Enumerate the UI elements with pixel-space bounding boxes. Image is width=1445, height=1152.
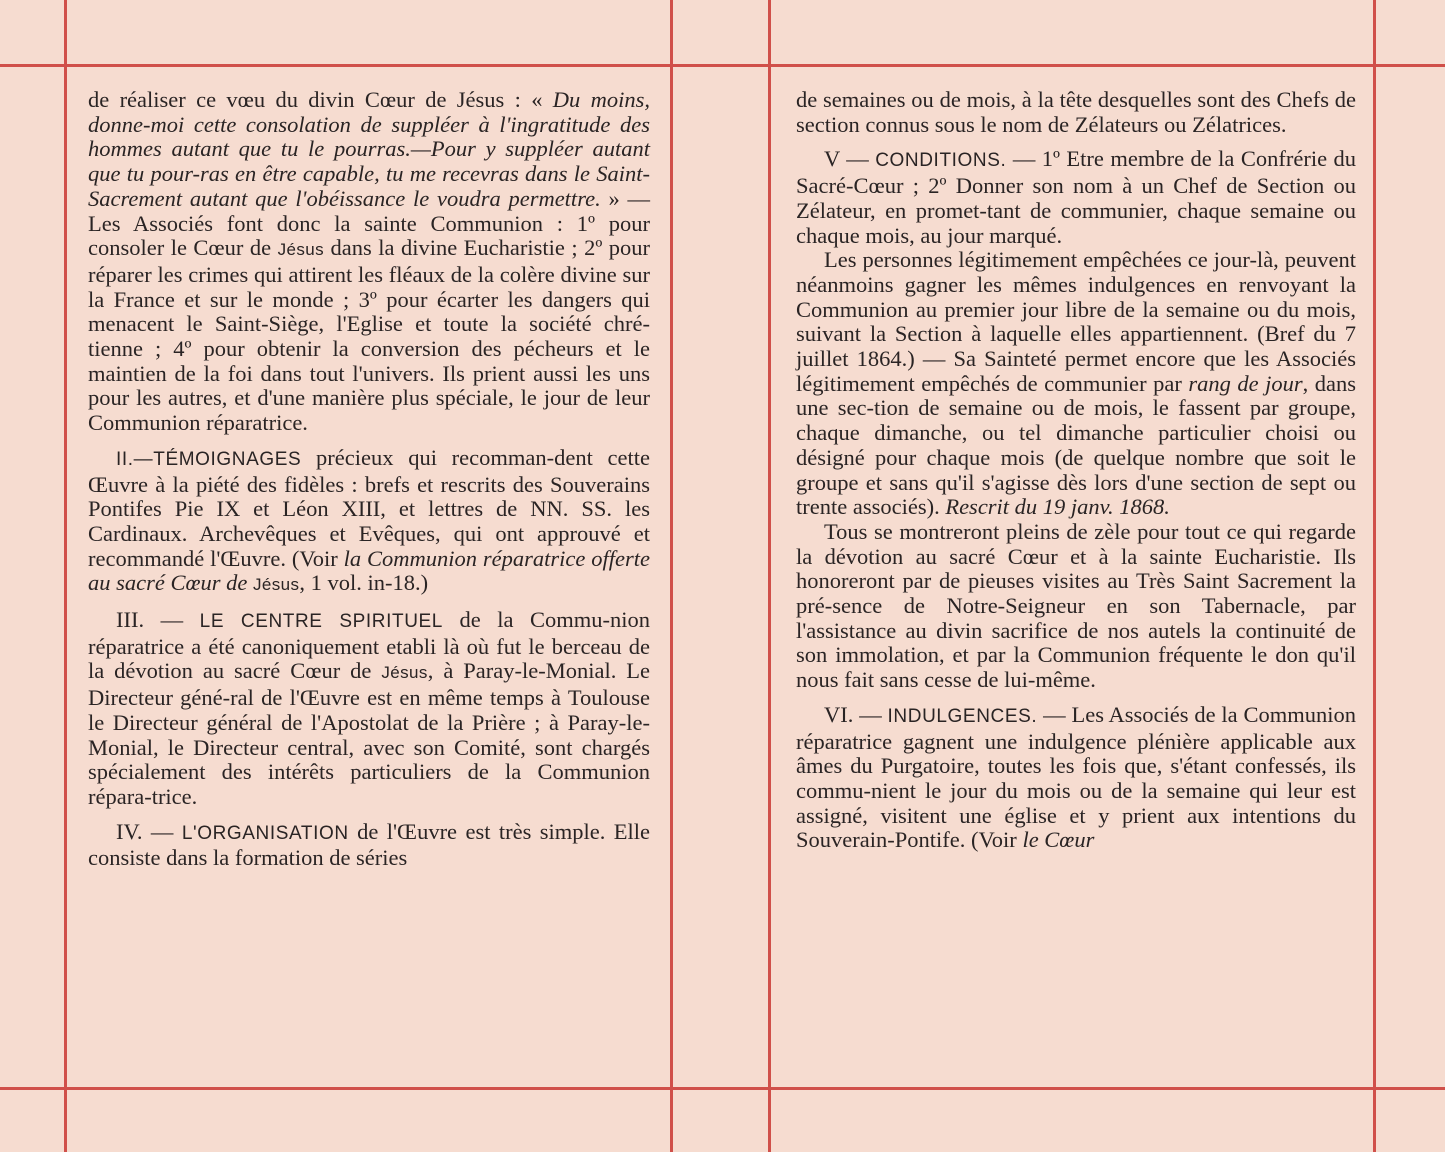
right-paragraph-indulgences: VI. — INDULGENCES. — Les Associés de la Communion réparatrice gagnent une indulgence plénière applicable aux âmes du Purgatoire, toutes les fois que, s'étant confessés, ils commu-nient le jour du mois ou de la semaine qui leur est assigné, visitent une église et y prient aux intentions du Souverain-Pontife. (Voir le Cœur: [796, 701, 1357, 853]
center-left-rule: [670, 0, 673, 1152]
right-paragraph-conditions: V — CONDITIONS. — 1º Etre membre de la Confrérie du Sacré-Cœur ; 2º Donner son nom à un Chef de Section ou Zélateur, en promet-tant de communier, chaque semaine ou chaque mois, au jour marqué.: [796, 146, 1356, 248]
left-column: [88, 88, 650, 1068]
left-paragraph-temoignages: II.—TÉMOIGNAGES précieux qui recomman-dent cette Œuvre à la piété des fidèles : brefs et rescrits des Souverains Pontifes Pie IX et Léon XIII, et lettres de NN. SS. les Cardinaux. Archevêques et Evêques, qui ont approuvé et recommandé l'Œuvre. (Voir la Communion réparatrice offerte au sacré Cœur de Jésus, 1 vol. in-18.): [88, 444, 651, 596]
centre-spirituel-heading: LE CENTRE SPIRITUEL: [199, 611, 443, 633]
temoignages-heading: II.—TÉMOIGNAGES: [116, 448, 302, 470]
indulgences-heading: INDULGENCES.: [887, 705, 1038, 727]
left-margin-rule: [64, 0, 67, 1152]
right-margin-rule: [1373, 0, 1376, 1152]
right-paragraph-continued: de semaines ou de mois, à la tête desquelles sont des Chefs de section connus sous le nom de Zélateurs ou Zélatrices.: [796, 87, 1356, 137]
left-paragraph-centre-spirituel: III. — LE CENTRE SPIRITUEL de la Commu-nion réparatrice a été canoniquement etabli là où fut le berceau de la dévotion au sacré Cœur de Jésus, à Paray-le-Monial. Le Directeur géné-ral de l'Œuvre est en même temps à Toulouse le Directeur général de l'Apostolat de la Prière ; à Paray-le-Monial, le Directeur central, avec son Comité, sont chargés spécialement des intérêts particuliers de la Communion répara-trice.: [88, 607, 651, 809]
left-paragraph-1: de réaliser ce vœu du divin Cœur de Jésus : « Du moins, donne-moi cette consolation de suppléer à l'ingratitude des hommes autant que tu le pourras.—Pour y suppléer autant que tu pour-ras en être capable, tu me recevras dans le Saint-Sacrement autant que l'obéissance le voudra permettre. » — Les Associés font donc la sainte Communion : 1º pour consoler le Cœur de Jésus dans la divine Eucharistie ; 2º pour réparer les crimes qui attirent les fléaux de la colère divine sur la France et sur le monde ; 3º pour écarter les dangers qui menacent le Saint-Siège, l'Eglise et toute la société chré-tienne ; 4º pour obtenir la conversion des pécheurs et le maintien de la foi dans tout l'univers. Ils prient aussi les uns pour les autres, et d'une manière plus spéciale, le jour de leur Communion réparatrice.: [88, 87, 651, 436]
right-paragraph-zele: Tous se montreront pleins de zèle pour tout ce qui regarde la dévotion au sacré Cœur et à la sainte Eucharistie. Ils honoreront par de pieuses visites au Très Saint Sacrement la pré-sence de Notre-Seigneur en son Tabernacle, par l'assistance au divin sacrifice de nos autels la continuité de son immolation, et par la Communion fréquente le don qu'il nous fait sans cesse de lui-même.: [796, 518, 1356, 693]
right-paragraph-empechees: Les personnes légitimement empêchées ce jour-là, peuvent néanmoins gagner les mêmes indulgences en renvoyant la Communion au premier jour libre de la semaine ou du mois, suivant la Section à laquelle elles appartiennent. (Bref du 7 juillet 1864.) — Sa Sainteté permet encore que les Associés légitimement empêchés de communier par rang de jour, dans une sec-tion de semaine ou de mois, le fassent par groupe, chaque dimanche, ou tel dimanche particulier choisi ou désigné pour chaque mois (de quelque nombre que soit le groupe et sans qu'il s'agisse dès lors d'une section de sept ou trente associés). Rescrit du 19 janv. 1868.: [796, 247, 1357, 520]
top-rule: [0, 64, 1445, 67]
bottom-rule: [0, 1087, 1445, 1090]
organisation-heading: L'ORGANISATION: [181, 822, 349, 844]
conditions-heading: CONDITIONS.: [875, 150, 1007, 172]
right-column: [796, 88, 1356, 1068]
center-right-rule: [768, 0, 771, 1152]
left-paragraph-organisation: IV. — L'ORGANISATION de l'Œuvre est très simple. Elle consiste dans la formation de séries: [88, 818, 651, 871]
